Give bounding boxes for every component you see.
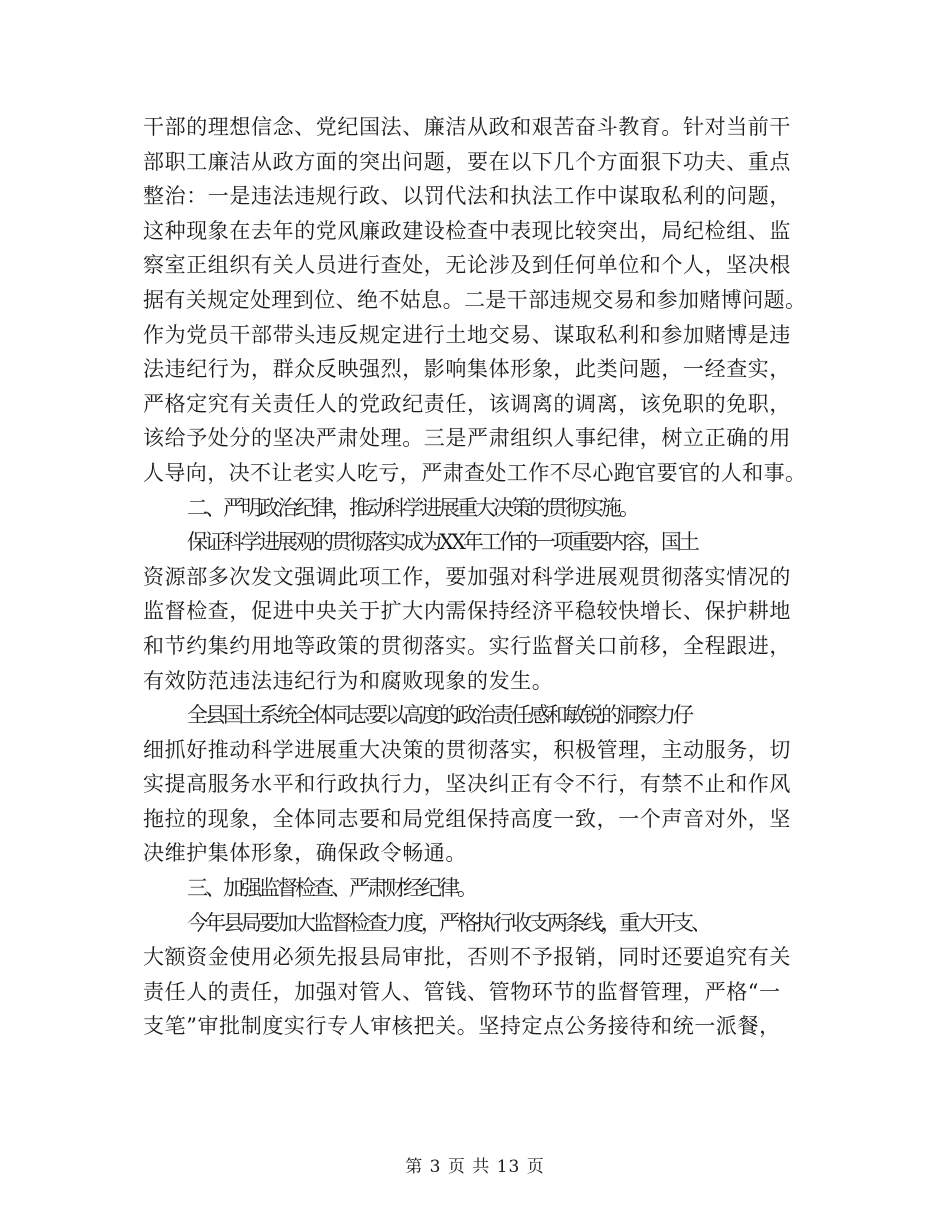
text-line: 实提高服务水平和行政执行力，坚决纠正有令不行，有禁不止和作风 — [143, 772, 791, 797]
text-line: 全县国土系统全体同志要以高度的政治责任感和敏锐的洞察力仔 — [187, 703, 691, 728]
text-line: 干部的理想信念、党纪国法、廉洁从政和艰苦奋斗教育。针对当前干 — [143, 115, 791, 139]
text-line: 据有关规定处理到位、绝不姑息。二是干部违规交易和参加赌博问题。 — [143, 287, 807, 312]
text-line: 责任人的责任，加强对管人、管钱、管物环节的监督管理，严格“一 — [143, 979, 781, 1004]
text-line: 和节约集约用地等政策的贯彻落实。实行监督关口前移，全程跟进， — [143, 633, 791, 658]
page-number-footer: 第 3 页 共 13 页 — [405, 1157, 545, 1177]
text-line: 整治：一是违法违规行政、以罚代法和执法工作中谋取私利的问题， — [143, 184, 791, 209]
text-line: 细抓好推动科学进展重大决策的贯彻落实，积极管理，主动服务，切 — [143, 737, 791, 762]
text-line: 这种现象在去年的党风廉政建设检查中表现比较突出，局纪检组、监 — [143, 218, 791, 243]
text-line: 法违纪行为，群众反映强烈，影响集体形象，此类问题，一经查实， — [143, 357, 791, 382]
text-line: 决维护集体形象，确保政令畅通。 — [143, 841, 467, 866]
text-line: 保证科学进展观的贯彻落实成为XX年工作的一项重要内容，国土 — [187, 530, 697, 555]
text-line: 部职工廉洁从政方面的突出问题，要在以下几个方面狠下功夫、重点 — [143, 149, 791, 174]
text-line: 察室正组织有关人员进行查处，无论涉及到任何单位和个人，坚决根 — [143, 253, 791, 278]
text-line: 严格定究有关责任人的党政纪责任，该调离的调离，该免职的免职， — [143, 391, 791, 416]
text-line: 大额资金使用必须先报县局审批，否则不予报销，同时还要追究有关 — [143, 945, 791, 970]
text-line: 三、加强监督检查、严肃财经纪律。 — [187, 876, 475, 901]
text-line: 今年县局要加大监督检查力度，严格执行收支两条线，重大开支、 — [187, 910, 709, 935]
text-line: 人导向，决不让老实人吃亏，严肃查处工作不尽心跑官要官的人和事。 — [143, 460, 807, 485]
text-line: 支笔”审批制度实行专人审核把关。坚持定点公务接待和统一派餐， — [143, 1014, 781, 1039]
document-body — [143, 110, 811, 1044]
text-line: 二、严明政治纪律，推动科学进展重大决策的贯彻实施。 — [187, 495, 637, 520]
text-line: 有效防范违法违纪行为和腐败现象的发生。 — [143, 668, 554, 693]
text-line: 资源部多次发文强调此项工作，要加强对科学进展观贯彻落实情况的 — [143, 564, 791, 589]
text-line: 拖拉的现象，全体同志要和局党组保持高度一致，一个声音对外，坚 — [143, 806, 791, 831]
text-line: 作为党员干部带头违反规定进行土地交易、谋取私利和参加赌博是违 — [143, 322, 791, 347]
text-line: 监督检查，促进中央关于扩大内需保持经济平稳较快增长、保护耕地 — [143, 599, 791, 624]
text-line: 该给予处分的坚决严肃处理。三是严肃组织人事纪律，树立正确的用 — [143, 426, 791, 451]
